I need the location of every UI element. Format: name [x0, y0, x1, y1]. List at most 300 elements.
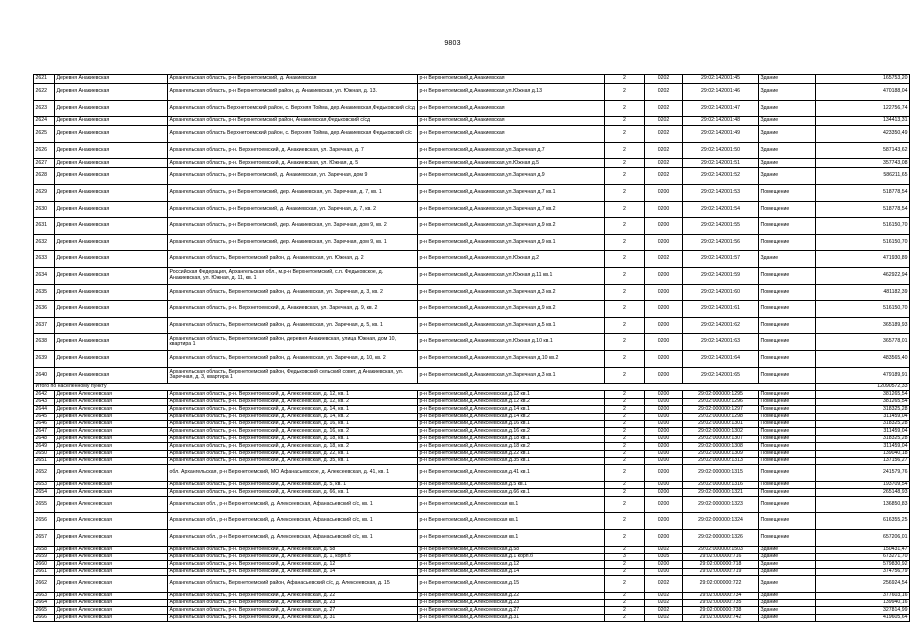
short-address-cell: р-н Верхнетоемский,д.Анакиевская,ул.Заречная д.9 кв.1 — [418, 234, 605, 251]
registry-table-body — [34, 75, 910, 622]
address-cell: Архангельская область, р-н. Верхнетоемский, д. Алексеевская, д. 1, корп.б — [168, 553, 418, 560]
address-cell: Архангельская область, р-н. Верхнетоемский, д. Анакиевская, ул. Южная, д. 5 — [168, 159, 418, 168]
address-cell: Архангельская область, р-н. Верхнетоемский, д. Алексеевская, д. 18, кв. 1 — [168, 435, 418, 442]
short-address-cell: р-н Верхнетоемский,д.Алексеевская,д.35 кв.1 — [418, 458, 605, 465]
cadastral-number-cell: 29:02:142001:51 — [683, 159, 759, 168]
cadastral-number-cell: 29:02:000000:1315 — [683, 465, 759, 482]
row-number-cell: 2622 — [34, 84, 55, 101]
cadastral-number-cell: 29:02:000000:1313 — [683, 458, 759, 465]
short-address-cell: р-н Верхнетоемский,д.Алексеевская,д.15 — [418, 576, 605, 593]
row-number-cell: 2630 — [34, 201, 55, 218]
row-number-cell: 2627 — [34, 159, 55, 168]
address-cell: обл. Архангельская, р-н Верхнетоемский, МО Афанасьевское, д. Алексеевская, д. 41, кв. 1 — [168, 465, 418, 482]
object-type-cell: Помещение — [759, 284, 816, 301]
settlement-name-cell: Деревня Алексеевская — [55, 592, 168, 599]
object-type-cell: Помещение — [759, 421, 816, 428]
object-type-cell: Помещение — [759, 443, 816, 450]
settlement-name-cell: Деревня Алексеевская — [55, 600, 168, 607]
cadastral-cost-cell: 365189,93 — [816, 317, 910, 334]
cadastral-number-cell: 29:02:000000:1308 — [683, 443, 759, 450]
short-address-cell: р-н Верхнетоемский,д.Анакиевская — [418, 100, 605, 117]
category-cell: 2 — [605, 489, 645, 496]
total-value: 12090572,33 — [816, 384, 910, 391]
object-type-cell: Здание — [759, 592, 816, 599]
row-number-cell: 2660 — [34, 561, 55, 568]
cadastral-cost-cell: 134413,31 — [816, 117, 910, 126]
object-type-cell: Помещение — [759, 435, 816, 442]
row-number-cell: 2638 — [34, 334, 55, 351]
cadastral-number-cell: 29:02:142001:49 — [683, 126, 759, 143]
address-cell: Архангельская область, р-н Верхнетоемский, дер. Анакиевская, ул. Заречная, дом 9, кв. 2 — [168, 218, 418, 235]
category-cell: 2 — [605, 168, 645, 185]
type-code-cell: 0202 — [645, 168, 683, 185]
table-row — [34, 75, 910, 84]
table-row — [34, 435, 910, 442]
object-type-cell: Здание — [759, 126, 816, 143]
object-type-cell: Помещение — [759, 413, 816, 420]
short-address-cell: р-н Верхнетоемский,д.Алексеевская,д.12 кв.2 — [418, 398, 605, 405]
settlement-name-cell: Деревня Анакиевская — [55, 267, 168, 284]
table-row — [34, 576, 910, 593]
row-number-cell: 2645 — [34, 413, 55, 420]
address-cell: Архангельская область, Верхнетоемский район, Федьковский сельский совет, д Анакиевская, ул. Заречная, д. 3, квартира 1 — [168, 367, 418, 384]
row-number-cell: 2656 — [34, 513, 55, 530]
short-address-cell: р-н Верхнетоемский,д.Алексеевская,д.1 корп.б — [418, 553, 605, 560]
table-row — [34, 398, 910, 405]
short-address-cell: р-н Верхнетоемский,д.Алексеевская,д.22 кв.1 — [418, 450, 605, 457]
table-row — [34, 614, 910, 621]
object-type-cell: Здание — [759, 100, 816, 117]
cadastral-cost-cell: 479189,91 — [816, 367, 910, 384]
cadastral-cost-cell: 381265,54 — [816, 391, 910, 398]
table-row — [34, 301, 910, 318]
object-type-cell: Здание — [759, 600, 816, 607]
object-type-cell: Здание — [759, 251, 816, 268]
short-address-cell: р-н Верхнетоемский,д.Алексеевская,д.23 — [418, 600, 605, 607]
category-cell: 2 — [605, 84, 645, 101]
settlement-name-cell: Деревня Алексеевская — [55, 450, 168, 457]
settlement-name-cell: Деревня Алексеевская — [55, 458, 168, 465]
type-code-cell: 0200 — [645, 406, 683, 413]
address-cell: Архангельская область, Верхнетоемский район, д. Анакиевская, ул. Заречная, д. 3, кв. 2 — [168, 284, 418, 301]
short-address-cell: р-н Верхнетоемский,д.Анакиевская,ул.Южная д.10 кв.1 — [418, 334, 605, 351]
settlement-name-cell: Деревня Алексеевская — [55, 428, 168, 435]
row-number-cell: 2628 — [34, 168, 55, 185]
settlement-name-cell: Деревня Анакиевская — [55, 126, 168, 143]
address-cell: Архангельская область, р-н Верхнетоемский, д. Анакиевская — [168, 75, 418, 84]
settlement-name-cell: Деревня Алексеевская — [55, 607, 168, 614]
cadastral-number-cell: 29:02:000000:722 — [683, 576, 759, 593]
page-number: 9803 — [444, 40, 461, 47]
category-cell: 2 — [605, 267, 645, 284]
category-cell: 2 — [605, 334, 645, 351]
table-row — [34, 496, 910, 513]
cadastral-number-cell: 29:02:000000:1301 — [683, 421, 759, 428]
type-code-cell: 0202 — [645, 614, 683, 621]
cadastral-number-cell: 29:02:000000:716 — [683, 553, 759, 560]
type-code-cell: 0200 — [645, 317, 683, 334]
row-number-cell: 2648 — [34, 435, 55, 442]
settlement-name-cell: Деревня Анакиевская — [55, 184, 168, 201]
row-number-cell: 2661 — [34, 568, 55, 575]
address-cell: Архангельская область, Верхнетоемский район, д. Анакиевская, ул. Заречная, д. 5, кв. 1 — [168, 317, 418, 334]
row-number-cell: 2626 — [34, 142, 55, 159]
category-cell: 2 — [605, 413, 645, 420]
category-cell: 2 — [605, 529, 645, 546]
short-address-cell: р-н Верхнетоемский,д.Алексеевская,д.12 кв.1 — [418, 391, 605, 398]
object-type-cell: Здание — [759, 159, 816, 168]
row-number-cell: 2631 — [34, 218, 55, 235]
total-label: Итого по населенному пункту — [34, 384, 816, 391]
address-cell: Архангельская область, р-н Верхнетоемский район, д. Анакиевская, ул. Южная, д. 13. — [168, 84, 418, 101]
table-row — [34, 159, 910, 168]
type-code-cell: 0200 — [645, 481, 683, 488]
address-cell: Архангельская обл., р-н Верхнетоемский, д. Алексеевская, Афанасьевский с/с, кв. 1 — [168, 513, 418, 530]
cadastral-cost-cell: 265148,93 — [816, 489, 910, 496]
cadastral-cost-cell: 423350,49 — [816, 126, 910, 143]
address-cell: Архангельская область, р-н. Верхнетоемский, д. Алексеевская, д. 5, кв. 1 — [168, 481, 418, 488]
address-cell: Архангельская область, р-н. Верхнетоемский, д. Алексеевская, д. 14, кв. 1 — [168, 406, 418, 413]
short-address-cell: р-н Верхнетоемский,д.Анакиевская — [418, 75, 605, 84]
address-cell: Архангельская область, р-н. Верхнетоемский, д. Алексеевская, д. 22, кв. 1 — [168, 450, 418, 457]
category-cell: 2 — [605, 465, 645, 482]
cadastral-cost-cell: 419605,64 — [816, 614, 910, 621]
category-cell: 2 — [605, 284, 645, 301]
object-type-cell: Помещение — [759, 398, 816, 405]
type-code-cell: 0202 — [645, 159, 683, 168]
short-address-cell: р-н Верхнетоемский,д.Алексеевская,д.14 кв.1 — [418, 406, 605, 413]
cadastral-number-cell: 29:02:000000:1309 — [683, 450, 759, 457]
row-number-cell: 2637 — [34, 317, 55, 334]
object-type-cell: Помещение — [759, 350, 816, 367]
category-cell: 2 — [605, 481, 645, 488]
address-cell: Архангельская область, р-н. Верхнетоемский, д. Алексеевская, д. 12, кв. 2 — [168, 398, 418, 405]
cadastral-cost-cell: 365778,01 — [816, 334, 910, 351]
type-code-cell: 0202 — [645, 126, 683, 143]
object-type-cell: Здание — [759, 614, 816, 621]
row-number-cell: 2659 — [34, 553, 55, 560]
settlement-name-cell: Деревня Алексеевская — [55, 413, 168, 420]
row-number-cell: 2663 — [34, 592, 55, 599]
table-row — [34, 168, 910, 185]
address-cell: Архангельская область, р-н. Верхнетоемский, д. Алексеевская, д. 16, кв. 2 — [168, 428, 418, 435]
cadastral-cost-cell: 586211,65 — [816, 168, 910, 185]
settlement-name-cell: Деревня Анакиевская — [55, 284, 168, 301]
cadastral-number-cell: 29:02:142001:59 — [683, 267, 759, 284]
row-number-cell: 2625 — [34, 126, 55, 143]
address-cell: Архангельская область, Верхнетоемский район, деревня Анакиевская, улица Южная, дом 10, квартира 1 — [168, 334, 418, 351]
address-cell: Архангельская область, Верхнетоемский район, д. Анакиевская, ул. Южная, д. 2 — [168, 251, 418, 268]
category-cell: 2 — [605, 251, 645, 268]
cadastral-number-cell: 29:02:142001:63 — [683, 334, 759, 351]
type-code-cell: 0200 — [645, 428, 683, 435]
table-row — [34, 84, 910, 101]
short-address-cell: р-н Верхнетоемский,д.Алексеевская,д.16 кв.2 — [418, 428, 605, 435]
row-number-cell: 2642 — [34, 391, 55, 398]
address-cell: Архангельская область, р-н. Верхнетоемский, д. Алексеевская, д. 14 — [168, 568, 418, 575]
cadastral-number-cell: 29:02:000000:1316 — [683, 481, 759, 488]
table-row — [34, 367, 910, 384]
type-code-cell: 0202 — [645, 84, 683, 101]
row-number-cell: 2647 — [34, 428, 55, 435]
type-code-cell: 0202 — [645, 607, 683, 614]
row-number-cell: 2639 — [34, 350, 55, 367]
category-cell: 2 — [605, 428, 645, 435]
short-address-cell: р-н Верхнетоемский,д.Анакиевская,ул.Заречная д.3 кв.1 — [418, 367, 605, 384]
object-type-cell: Здание — [759, 142, 816, 159]
row-number-cell: 2646 — [34, 421, 55, 428]
row-number-cell: 2650 — [34, 450, 55, 457]
type-code-cell: 0200 — [645, 421, 683, 428]
short-address-cell: р-н Верхнетоемский,д.Анакиевская,ул.Заречная д.7 кв.2 — [418, 201, 605, 218]
cadastral-number-cell: 29:02:142001:46 — [683, 84, 759, 101]
category-cell: 2 — [605, 301, 645, 318]
category-cell: 2 — [605, 435, 645, 442]
cadastral-number-cell: 29:02:142001:65 — [683, 367, 759, 384]
table-row — [34, 458, 910, 465]
category-cell: 2 — [605, 100, 645, 117]
settlement-name-cell: Деревня Алексеевская — [55, 465, 168, 482]
object-type-cell: Помещение — [759, 489, 816, 496]
cadastral-cost-cell: 165753,20 — [816, 75, 910, 84]
cadastral-number-cell: 29:02:000000:1307 — [683, 435, 759, 442]
type-code-cell: 0200 — [645, 267, 683, 284]
category-cell: 2 — [605, 546, 645, 553]
type-code-cell: 0202 — [645, 142, 683, 159]
address-cell: Архангельская область, р-н. Верхнетоемский, д. Алексеевская, д. 23 — [168, 600, 418, 607]
settlement-name-cell: Деревня Алексеевская — [55, 489, 168, 496]
address-cell: Архангельская область, р-н. Верхнетоемский, д. Алексеевская, д. 16, кв. 1 — [168, 421, 418, 428]
cadastral-cost-cell: 311459,04 — [816, 413, 910, 420]
settlement-name-cell: Деревня Алексеевская — [55, 406, 168, 413]
settlement-name-cell: Деревня Алексеевская — [55, 568, 168, 575]
settlement-name-cell: Деревня Анакиевская — [55, 117, 168, 126]
cadastral-cost-cell: 470188,04 — [816, 84, 910, 101]
table-row — [34, 553, 910, 560]
cadastral-cost-cell: 481182,39 — [816, 284, 910, 301]
row-number-cell: 2654 — [34, 489, 55, 496]
cadastral-number-cell: 29:02:000000:742 — [683, 614, 759, 621]
category-cell: 2 — [605, 406, 645, 413]
settlement-name-cell: Деревня Анакиевская — [55, 317, 168, 334]
settlement-name-cell: Деревня Алексеевская — [55, 546, 168, 553]
short-address-cell: р-н Верхнетоемский,д.Анакиевская,ул.Южная д.13 — [418, 84, 605, 101]
settlement-name-cell: Деревня Алексеевская — [55, 529, 168, 546]
short-address-cell: р-н Верхнетоемский,д.Анакиевская,ул.Южная д.11 кв.1 — [418, 267, 605, 284]
table-row — [34, 489, 910, 496]
short-address-cell: р-н Верхнетоемский,д.Анакиевская,ул.Заречная д.9 кв.2 — [418, 218, 605, 235]
category-cell: 2 — [605, 75, 645, 84]
object-type-cell: Помещение — [759, 201, 816, 218]
type-code-cell: 0200 — [645, 561, 683, 568]
cadastral-number-cell: 29:02:142001:64 — [683, 350, 759, 367]
category-cell: 2 — [605, 218, 645, 235]
category-cell: 3 — [605, 553, 645, 560]
table-row — [34, 184, 910, 201]
row-number-cell: 2634 — [34, 267, 55, 284]
table-row — [34, 421, 910, 428]
address-cell: Архангельская область, р-н Верхнетоемский, дер. Анакиевская, ул. Заречная, д. 7, кв. 1 — [168, 184, 418, 201]
address-cell: Архангельская обл., р-н Верхнетоемский, д. Алексеевская, Афанасьевский с/с, кв. 1 — [168, 529, 418, 546]
type-code-cell: 0200 — [645, 201, 683, 218]
type-code-cell: 0200 — [645, 568, 683, 575]
object-type-cell: Помещение — [759, 406, 816, 413]
cadastral-number-cell: 29:02:142001:61 — [683, 301, 759, 318]
settlement-name-cell: Деревня Алексеевская — [55, 576, 168, 593]
type-code-cell: 0200 — [645, 413, 683, 420]
settlement-name-cell: Деревня Алексеевская — [55, 435, 168, 442]
short-address-cell: р-н Верхнетоемский,д.Алексеевская кв.1 — [418, 496, 605, 513]
short-address-cell: р-н Верхнетоемский,д.Алексеевская,д.58 — [418, 546, 605, 553]
address-cell: Архангельская область, р-н. Верхнетоемский, д. Алексеевская, д. 27 — [168, 607, 418, 614]
object-type-cell: Помещение — [759, 496, 816, 513]
category-cell: 2 — [605, 391, 645, 398]
table-row — [34, 568, 910, 575]
row-number-cell: 2657 — [34, 529, 55, 546]
cadastral-number-cell: 29:02:000000:734 — [683, 592, 759, 599]
settlement-name-cell: Деревня Алексеевская — [55, 398, 168, 405]
address-cell: Архангельская область, р-н Верхнетоемский район, Анакиевская,Федьковский с/сд — [168, 117, 418, 126]
short-address-cell: р-н Верхнетоемский,д.Анакиевская — [418, 126, 605, 143]
cadastral-number-cell: 29:02:142001:53 — [683, 184, 759, 201]
row-number-cell: 2643 — [34, 398, 55, 405]
category-cell: 2 — [605, 443, 645, 450]
address-cell: Архангельская область, р-н Верхнетоемский, дер. Анакиевская, ул. Заречная, дом 9, кв. 1 — [168, 234, 418, 251]
table-row — [34, 126, 910, 143]
row-number-cell: 2658 — [34, 546, 55, 553]
short-address-cell: р-н Верхнетоемский,д.Анакиевская,ул.Заречная д.10 кв.2 — [418, 350, 605, 367]
row-number-cell: 2665 — [34, 607, 55, 614]
category-cell: 2 — [605, 600, 645, 607]
cadastral-cost-cell: 137156,27 — [816, 458, 910, 465]
category-cell: 2 — [605, 159, 645, 168]
table-row — [34, 481, 910, 488]
cadastral-cost-cell: 311459,04 — [816, 428, 910, 435]
object-type-cell: Помещение — [759, 367, 816, 384]
address-cell: Архангельская область, Верхнетоемский район, д. Анакиевская, ул. Заречная, д. 10, кв. 2 — [168, 350, 418, 367]
cadastral-number-cell: 29:02:142001:56 — [683, 234, 759, 251]
object-type-cell: Помещение — [759, 267, 816, 284]
object-type-cell: Помещение — [759, 428, 816, 435]
cadastral-cost-cell: 327814,99 — [816, 607, 910, 614]
table-row — [34, 443, 910, 450]
cadastral-number-cell: 29:02:142001:48 — [683, 117, 759, 126]
category-cell: 2 — [605, 496, 645, 513]
category-cell: 2 — [605, 450, 645, 457]
row-number-cell: 2651 — [34, 458, 55, 465]
cadastral-number-cell: 29:02:000000:1298 — [683, 413, 759, 420]
type-code-cell: 0200 — [645, 284, 683, 301]
cadastral-number-cell: 29:02:142001:50 — [683, 142, 759, 159]
row-number-cell: 2633 — [34, 251, 55, 268]
row-number-cell: 2636 — [34, 301, 55, 318]
settlement-name-cell: Деревня Анакиевская — [55, 159, 168, 168]
cadastral-number-cell: 29:02:142001:54 — [683, 201, 759, 218]
cadastral-number-cell: 29:02:142001:55 — [683, 218, 759, 235]
short-address-cell: р-н Верхнетоемский,д.Анакиевская,ул.Южная д.5 — [418, 159, 605, 168]
category-cell: 2 — [605, 142, 645, 159]
table-row — [34, 117, 910, 126]
short-address-cell: р-н Верхнетоемский,д.Алексеевская,д.41 кв.1 — [418, 465, 605, 482]
cadastral-number-cell: 29:02:142001:52 — [683, 168, 759, 185]
cadastral-cost-cell: 318325,28 — [816, 435, 910, 442]
object-type-cell: Помещение — [759, 465, 816, 482]
type-code-cell: 0200 — [645, 184, 683, 201]
object-type-cell: Здание — [759, 561, 816, 568]
settlement-name-cell: Деревня Алексеевская — [55, 421, 168, 428]
type-code-cell: 0202 — [645, 100, 683, 117]
object-type-cell: Здание — [759, 607, 816, 614]
short-address-cell: р-н Верхнетоемский,д.Анакиевская,ул.Заречная д.3 кв.2 — [418, 284, 605, 301]
object-type-cell: Помещение — [759, 234, 816, 251]
type-code-cell: 0200 — [645, 443, 683, 450]
settlement-name-cell: Деревня Анакиевская — [55, 367, 168, 384]
cadastral-cost-cell: 318325,28 — [816, 421, 910, 428]
row-number-cell: 2655 — [34, 496, 55, 513]
address-cell: Архангельская область, р-н. Верхнетоемский, д. Алексеевская, д. 12, кв. 1 — [168, 391, 418, 398]
row-number-cell: 2666 — [34, 614, 55, 621]
address-cell: Архангельская область, р-н. Верхнетоемский, д. Алексеевская, д. 35, кв. 1 — [168, 458, 418, 465]
address-cell: Российская Федерация, Архангельская обл., м.р-н Верхнетоемский, с.п. Федьковское, д. Анакиевская, ул. Южная, д. 11, кв. 1 — [168, 267, 418, 284]
settlement-name-cell: Деревня Анакиевская — [55, 218, 168, 235]
short-address-cell: р-н Верхнетоемский,д.Алексеевская,д.31 — [418, 614, 605, 621]
cadastral-number-cell: 29:02:000000:1297 — [683, 406, 759, 413]
cadastral-number-cell: 29:02:000000:1296 — [683, 398, 759, 405]
row-number-cell: 2624 — [34, 117, 55, 126]
cadastral-cost-cell: 657206,01 — [816, 529, 910, 546]
type-code-cell: 0200 — [645, 391, 683, 398]
short-address-cell: р-н Верхнетоемский,д.Алексеевская,д.18 кв.2 — [418, 443, 605, 450]
address-cell: Архангельская область, р-н. Верхнетоемский, д. Анакиевская, ул. Заречная, д. 9, кв. 2 — [168, 301, 418, 318]
object-type-cell: Помещение — [759, 334, 816, 351]
type-code-cell: 0202 — [645, 75, 683, 84]
address-cell: Архангельская область, Верхнетоемский район, Афанасьевский с/с, д. Алексеевская, д. 15 — [168, 576, 418, 593]
category-cell: 2 — [605, 576, 645, 593]
settlement-name-cell: Деревня Анакиевская — [55, 350, 168, 367]
cadastral-cost-cell: 311459,04 — [816, 443, 910, 450]
settlement-name-cell: Деревня Алексеевская — [55, 513, 168, 530]
row-number-cell: 2640 — [34, 367, 55, 384]
object-type-cell: Помещение — [759, 317, 816, 334]
settlement-name-cell: Деревня Алексеевская — [55, 443, 168, 450]
type-code-cell: 0202 — [645, 592, 683, 599]
table-row — [34, 350, 910, 367]
table-row — [34, 100, 910, 117]
object-type-cell: Здание — [759, 546, 816, 553]
cadastral-cost-cell: 241579,76 — [816, 465, 910, 482]
cadastral-cost-cell: 122756,74 — [816, 100, 910, 117]
cadastral-cost-cell: 381265,54 — [816, 398, 910, 405]
cadastral-cost-cell: 616355,25 — [816, 513, 910, 530]
short-address-cell: р-н Верхнетоемский,д.Анакиевская — [418, 117, 605, 126]
cadastral-number-cell: 29:02:142001:62 — [683, 317, 759, 334]
row-number-cell: 2653 — [34, 481, 55, 488]
type-code-cell: 0200 — [645, 218, 683, 235]
type-code-cell: 0202 — [645, 600, 683, 607]
object-type-cell: Помещение — [759, 301, 816, 318]
category-cell: 2 — [605, 458, 645, 465]
category-cell: 2 — [605, 317, 645, 334]
cadastral-number-cell: 29:02:142001:57 — [683, 251, 759, 268]
address-cell: Архангельская область Верхнетоемский район, с. Верхняя Тойма, дер.Анакиевская,Федьковский с/сд — [168, 100, 418, 117]
address-cell: Архангельская область, р-н. Верхнетоемский, д. Алексеевская, д. 14, кв. 2 — [168, 413, 418, 420]
category-cell: 2 — [605, 367, 645, 384]
address-cell: Архангельская область Верхнетоемский район, с. Верхняя Тойма, дер.Анакиевская Федьковский с/с — [168, 126, 418, 143]
category-cell: 2 — [605, 561, 645, 568]
table-row — [34, 317, 910, 334]
category-cell: 2 — [605, 117, 645, 126]
table-row — [34, 513, 910, 530]
